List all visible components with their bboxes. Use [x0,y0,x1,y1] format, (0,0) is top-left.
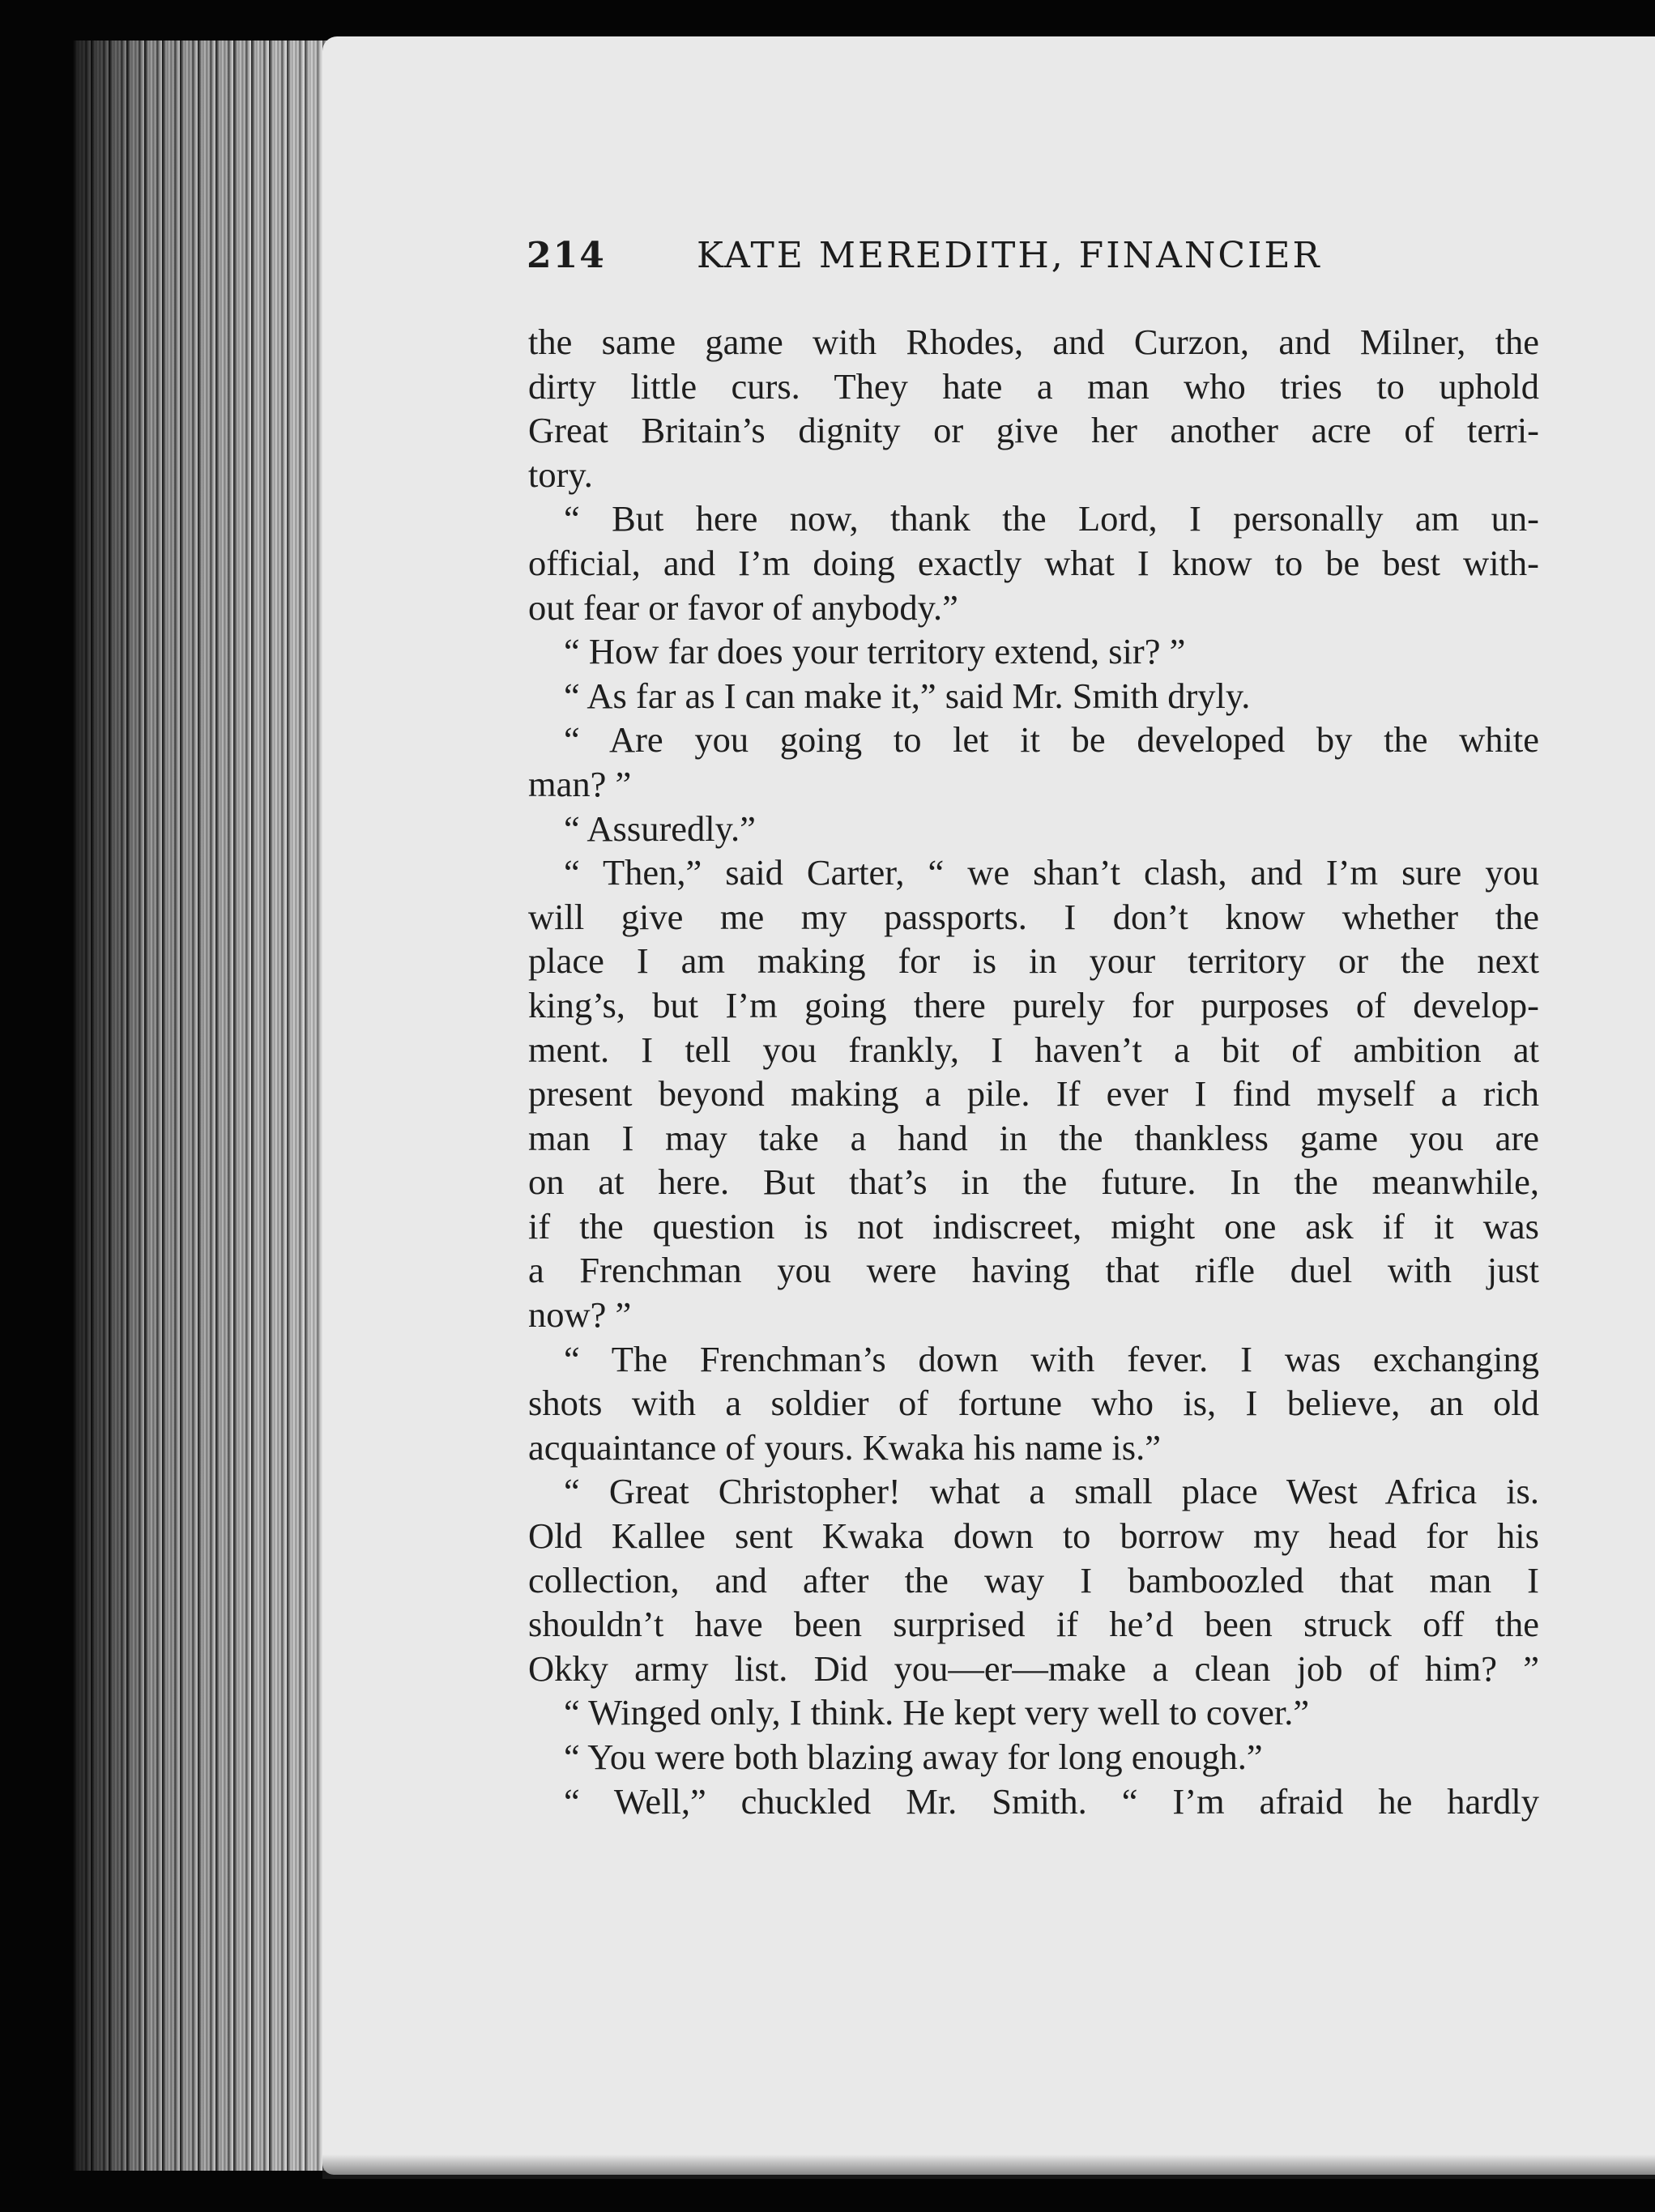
book-edge-shading [73,40,328,2171]
text-line: place I am making for is in your territory or the next [528,940,1539,982]
text-line: if the question is not indiscreet, might one ask if it was [528,1205,1539,1247]
text-line: “ Well,” chuckled Mr. Smith. “ I’m afraid he hardly [564,1780,1539,1822]
text-line: shouldn’t have been surprised if he’d been struck off the [528,1604,1539,1645]
page-bottom-shadow [322,2154,1655,2179]
text-line: tory. [528,454,593,495]
text-line: present beyond making a pile. If ever I find myself a rich [528,1073,1539,1115]
text-line: a Frenchman you were having that rifle duel with just [528,1250,1539,1291]
text-line: now? ” [528,1294,632,1336]
text-line: Old Kallee sent Kwaka down to borrow my head for his [528,1515,1539,1557]
text-line: Great Britain’s dignity or give her another acre of terri- [528,410,1539,451]
running-title: KATE MEREDITH, FINANCIER [697,235,1322,276]
text-line: official, and I’m doing exactly what I know to be best with- [528,542,1539,583]
text-line: “ As far as I can make it,” said Mr. Smith dryly. [564,675,1251,716]
text-line: “ You were both blazing away for long enough.” [564,1737,1263,1777]
text-line: “ But here now, thank the Lord, I personally am un- [564,498,1539,539]
text-line: ment. I tell you frankly, I haven’t a bit of ambition at [528,1029,1539,1070]
page-number: 214 [527,235,606,276]
text-line: the same game with Rhodes, and Curzon, and Milner, the [528,322,1539,362]
text-line: on at here. But that’s in the future. In the meanwhile, [528,1161,1539,1203]
text-line: dirty little curs. They hate a man who tries to uphold [528,365,1539,407]
text-line: “ Assuredly.” [564,808,756,849]
text-line: will give me my passports. I don’t know whether the [528,896,1539,937]
text-line: collection, and after the way I bamboozled that man I [528,1559,1539,1600]
text-line: man? ” [528,763,632,804]
text-line: “ How far does your territory extend, sir? ” [564,631,1186,672]
body-text [528,320,1539,1823]
text-line: “ Great Christopher! what a small place West Africa is. [564,1471,1539,1512]
text-line: “ The Frenchman’s down with fever. I was exchanging [564,1338,1539,1379]
text-line: “ Winged only, I think. He kept very well to cover.” [564,1692,1310,1733]
text-line: “ Then,” said Carter, “ we shan’t clash, and I’m sure you [564,852,1539,893]
text-line: “ Are you going to let it be developed by the white [564,719,1539,761]
text-line: shots with a soldier of fortune who is, I believe, an old [528,1383,1539,1424]
text-line: out fear or favor of anybody.” [528,586,958,628]
running-header [527,235,1539,292]
text-line: king’s, but I’m going there purely for purposes of develop- [528,984,1539,1025]
text-line: Okky army list. Did you—er—make a clean job of him? ” [528,1647,1539,1689]
text-line: acquaintance of yours. Kwaka his name is.” [528,1426,1161,1468]
text-line: man I may take a hand in the thankless game you are [528,1117,1539,1158]
